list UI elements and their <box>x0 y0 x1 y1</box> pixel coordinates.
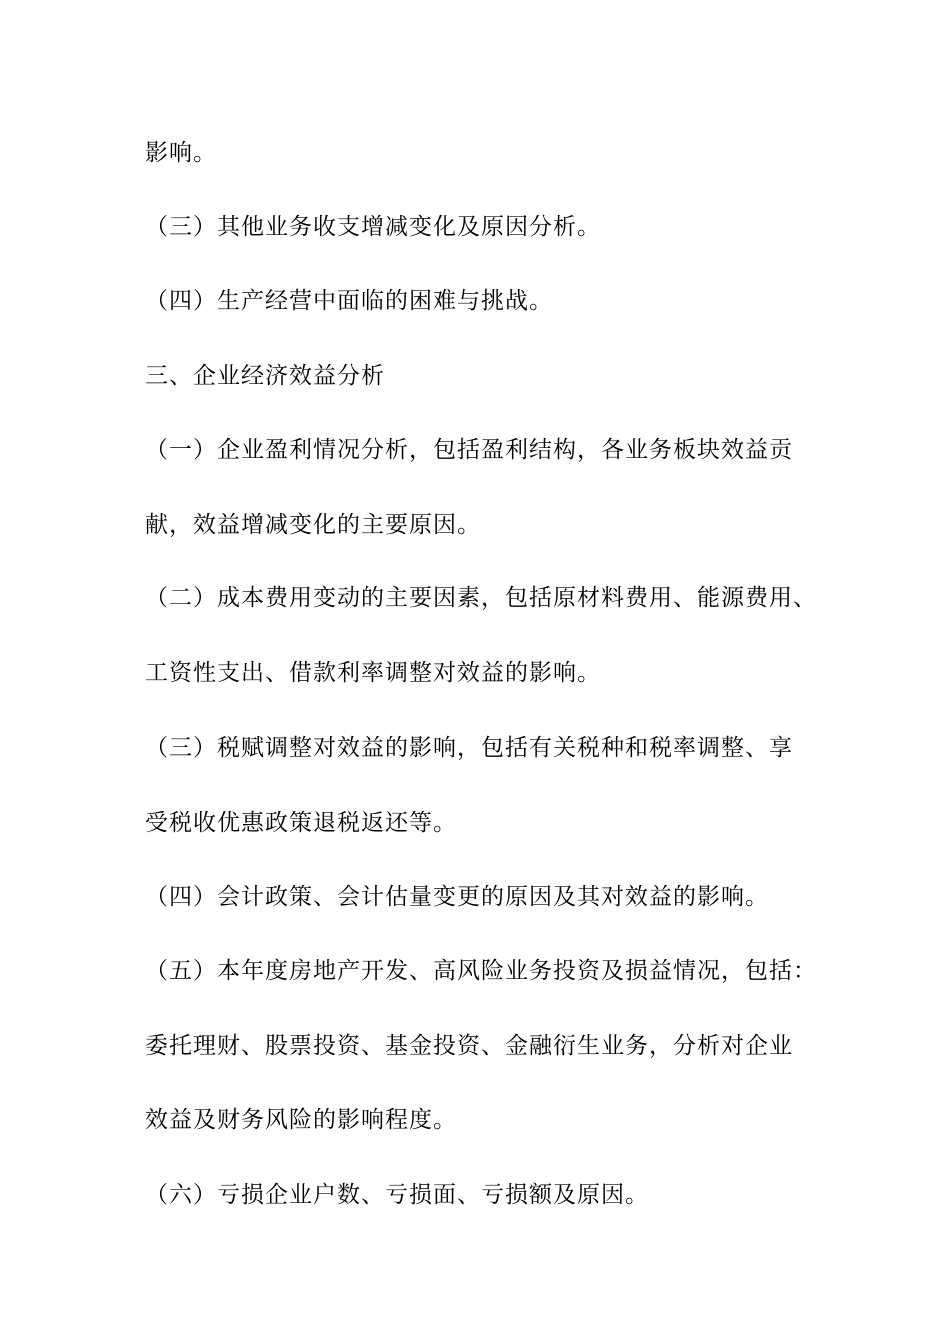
section-heading: 三、企业经济效益分析 <box>145 363 385 389</box>
text-line-5: （一）企业盈利情况分析，包括盈利结构，各业务板块效益贡 <box>145 437 793 463</box>
text-line-13: 委托理财、股票投资、基金投资、金融衍生业务，分析对企业 <box>145 1033 793 1059</box>
text-line-10: 受税收优惠政策退税返还等。 <box>145 810 457 836</box>
text-line-15: （六）亏损企业户数、亏损面、亏损额及原因。 <box>145 1182 649 1208</box>
text-line-6: 献，效益增减变化的主要原因。 <box>145 512 481 538</box>
text-line-2: （三）其他业务收支增减变化及原因分析。 <box>145 214 601 240</box>
text-line-12: （五）本年度房地产开发、高风险业务投资及损益情况，包括： <box>145 958 817 984</box>
text-line-1: 影响。 <box>145 140 217 166</box>
text-line-11: （四）会计政策、会计估量变更的原因及其对效益的影响。 <box>145 884 769 910</box>
text-line-8: 工资性支出、借款利率调整对效益的影响。 <box>145 660 601 686</box>
text-line-3: （四）生产经营中面临的困难与挑战。 <box>145 288 553 314</box>
text-line-7: （二）成本费用变动的主要因素，包括原材料费用、能源费用、 <box>145 585 817 611</box>
text-line-14: 效益及财务风险的影响程度。 <box>145 1107 457 1133</box>
text-line-9: （三）税赋调整对效益的影响，包括有关税种和税率调整、享 <box>145 735 793 761</box>
